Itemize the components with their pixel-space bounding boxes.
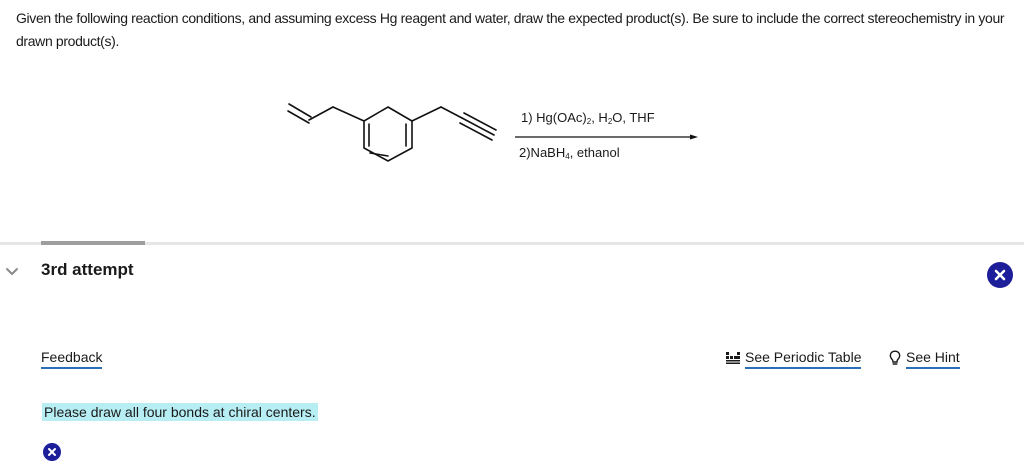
feedback-link[interactable]: Feedback: [41, 349, 102, 369]
see-hint-label: See Hint: [906, 349, 960, 369]
reagent-step-1: 1) $Hg(OAc)_2$, $H_2O$, THF: [521, 110, 655, 126]
close-icon: [43, 443, 61, 461]
question-text: Given the following reaction conditions, and assuming excess Hg reagent and water, draw the expected product(s). Be sure to include the correct stereochemistry in your drawn product(s).: [16, 10, 1005, 49]
section-divider: [0, 242, 1024, 245]
attempt-title: 3rd attempt: [41, 260, 134, 279]
see-hint-link[interactable]: [889, 349, 960, 369]
see-periodic-table-link[interactable]: [726, 349, 861, 369]
feedback-message: Please draw all four bonds at chiral centers.: [44, 404, 316, 420]
molecule-structure: [288, 104, 496, 161]
close-button[interactable]: [987, 262, 1013, 288]
feedback-badge: [43, 443, 61, 461]
periodic-table-icon: [726, 351, 740, 367]
close-icon: [987, 262, 1013, 288]
reagent-step-2: 2)NaBH$_4$, ethanol: [519, 145, 620, 161]
lightbulb-icon: [889, 350, 901, 369]
reaction-arrow: [515, 135, 698, 140]
see-periodic-table-label: See Periodic Table: [745, 349, 861, 369]
chevron-down-icon[interactable]: [5, 266, 19, 278]
attempt-tab-indicator: [41, 241, 145, 245]
